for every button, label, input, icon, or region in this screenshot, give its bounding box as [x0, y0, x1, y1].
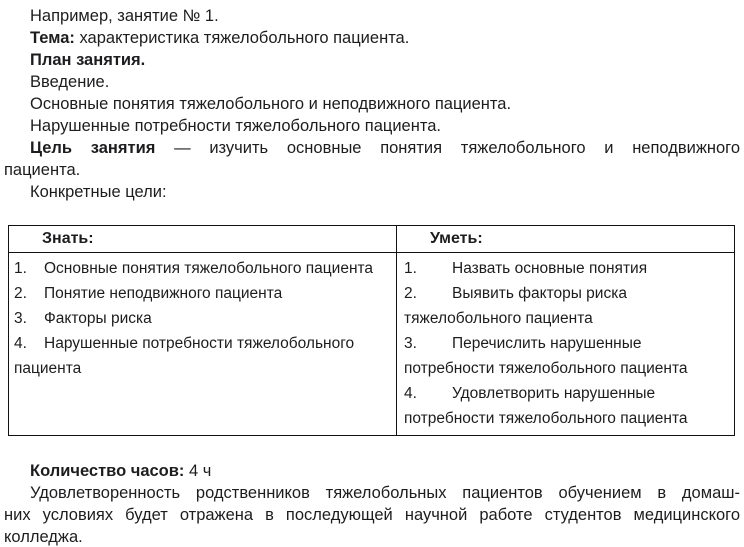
- item-text: Назвать основные понятия: [452, 260, 648, 277]
- goals-table: [8, 225, 735, 436]
- plan-title-label: План занятия.: [30, 51, 146, 69]
- list-item: [14, 331, 381, 381]
- goal-line-2: пациента.: [4, 161, 81, 179]
- plan-title: [4, 49, 740, 71]
- list-item: [404, 381, 730, 431]
- paragraph-theme: [4, 27, 740, 49]
- list-item: [14, 306, 381, 331]
- concrete-goals-label: Конкретные цели:: [30, 183, 167, 201]
- table-cell-know: [9, 253, 397, 436]
- item-text: Факторы риска: [44, 310, 152, 327]
- plan-line-disturbed-needs: Нарушенные потребности тяжелобольного пациента.: [30, 117, 441, 135]
- list-item: [404, 331, 730, 381]
- goal-text: — изучить основные понятия тяжелобольного и неподвижного: [155, 139, 740, 157]
- item-number: 3.: [404, 335, 417, 352]
- item-number: 3.: [14, 310, 27, 327]
- item-number: 4.: [14, 335, 27, 352]
- closing-line-1: Удовлетворенность родственников тяжелобольных пациентов обучением в домаш-: [30, 484, 740, 502]
- goal-line-1: [4, 137, 740, 159]
- table-header-row: [9, 226, 735, 253]
- item-number: 2.: [14, 285, 27, 302]
- hours-line: [4, 460, 740, 482]
- item-text: Выявить факторы риска тяжелобольного пациента: [404, 285, 627, 327]
- goal-label: Цель занятия: [30, 139, 156, 157]
- item-number: 2.: [404, 285, 417, 302]
- closing-line-2: них условиях будет отражена в последующей научной работе студентов медицинского: [4, 506, 740, 524]
- theme-label: Тема:: [30, 29, 75, 47]
- plan-line-basic-concepts: Основные понятия тяжелобольного и неподвижного пациента.: [30, 95, 512, 113]
- item-number: 1.: [404, 260, 417, 277]
- item-number: 1.: [14, 260, 27, 277]
- table-cell-able: [397, 253, 735, 436]
- list-item: [404, 256, 730, 281]
- list-item: [404, 281, 730, 331]
- item-text: Понятие неподвижного пациента: [44, 285, 283, 302]
- plan-line-introduction: Введение.: [30, 73, 110, 91]
- table-body-row: [9, 253, 735, 436]
- hours-value: 4 ч: [184, 462, 212, 480]
- hours-label: Количество часов:: [30, 462, 185, 480]
- list-item: [14, 281, 381, 306]
- paragraph-example: Например, занятие № 1.: [30, 7, 219, 25]
- closing-line-3: колледжа.: [4, 528, 83, 546]
- table-header-able: Уметь:: [397, 226, 735, 253]
- theme-text: характеристика тяжелобольного пациента.: [74, 29, 410, 47]
- item-text: Удовлетворить нарушенные потребности тяжелобольного пациента: [404, 385, 688, 427]
- list-item: [14, 256, 381, 281]
- item-text: Перечислить нарушенные потребности тяжелобольного пациента: [404, 335, 688, 377]
- item-number: 4.: [404, 385, 417, 402]
- item-text: Основные понятия тяжелобольного пациента: [44, 260, 374, 277]
- table-header-know: Знать:: [9, 226, 397, 253]
- item-text: Нарушенные потребности тяжелобольного пациента: [14, 335, 355, 377]
